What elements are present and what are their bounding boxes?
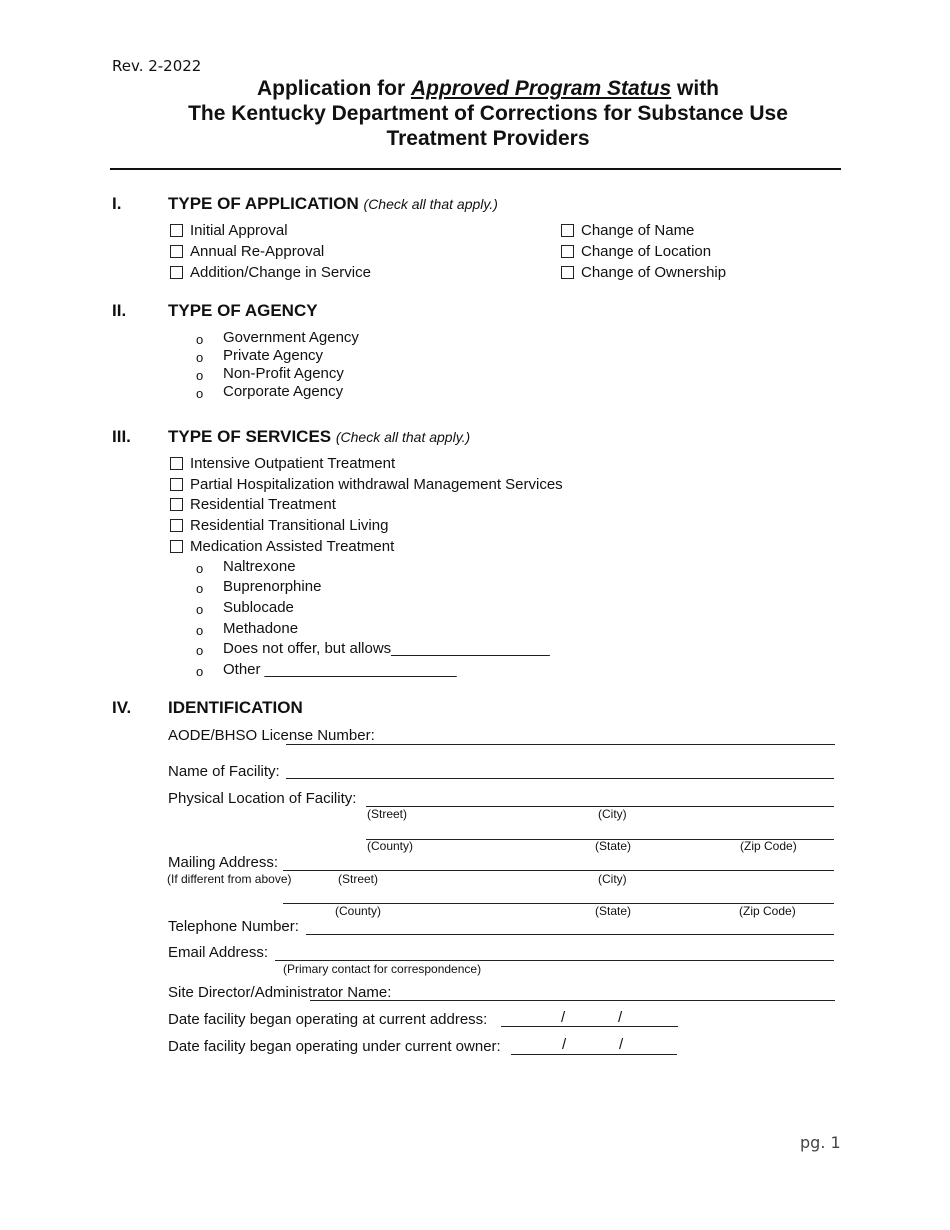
mailing-street-city-field[interactable]	[283, 870, 834, 871]
section-1-title: TYPE OF APPLICATION	[168, 194, 359, 213]
license-number-field[interactable]	[286, 744, 835, 745]
physical-street-caption: (Street)	[367, 807, 408, 821]
partial-hospitalization-checkbox[interactable]	[170, 478, 183, 491]
physical-city-caption: (City)	[598, 807, 627, 821]
initial-approval-checkbox[interactable]	[170, 224, 183, 237]
date-owner-slash-1: /	[562, 1036, 567, 1053]
change-of-ownership-label: Change of Ownership	[581, 264, 727, 281]
residential-transitional-label: Residential Transitional Living	[190, 517, 389, 534]
director-label: Site Director/Administrator Name:	[168, 984, 392, 1001]
does-not-offer-radio[interactable]: o	[196, 643, 204, 658]
private-agency-radio[interactable]: o	[196, 350, 204, 365]
change-of-name-label: Change of Name	[581, 222, 695, 239]
section-3-number: III.	[112, 427, 131, 446]
date-current-address-label: Date facility began operating at current address:	[168, 1011, 488, 1028]
private-agency-label: Private Agency	[223, 347, 324, 364]
change-of-location-label: Change of Location	[581, 243, 712, 260]
facility-name-label: Name of Facility:	[168, 763, 280, 780]
partial-hospitalization-label: Partial Hospitalization withdrawal Management Services	[190, 476, 563, 493]
date-address-slash-1: /	[561, 1009, 566, 1026]
date-owner-slash-2: /	[619, 1036, 624, 1053]
mailing-street-caption: (Street)	[338, 872, 379, 886]
telephone-field[interactable]	[306, 934, 834, 935]
page-title	[100, 76, 876, 151]
mat-label: Medication Assisted Treatment	[190, 538, 395, 555]
section-1-heading	[168, 194, 498, 214]
email-label: Email Address:	[168, 944, 269, 961]
revision-label: Rev. 2-2022	[112, 57, 202, 75]
section-1-number: I.	[112, 194, 122, 213]
other-label[interactable]: Other _______________________	[223, 661, 457, 678]
iop-label: Intensive Outpatient Treatment	[190, 455, 396, 472]
email-note: (Primary contact for correspondence)	[283, 962, 482, 976]
date-current-owner-label: Date facility began operating under current owner:	[168, 1038, 501, 1055]
section-3-title: TYPE OF SERVICES	[168, 427, 332, 446]
other-radio[interactable]: o	[196, 664, 204, 679]
change-of-location-checkbox[interactable]	[561, 245, 574, 258]
title-emphasis: Approved Program Status	[410, 77, 672, 100]
does-not-offer-label[interactable]: Does not offer, but allows___________________	[223, 640, 550, 657]
director-field[interactable]	[310, 1000, 835, 1001]
buprenorphine-label: Buprenorphine	[223, 578, 322, 595]
title-line-2: The Kentucky Department of Corrections for Substance Use	[188, 102, 788, 125]
addition-change-service-checkbox[interactable]	[170, 266, 183, 279]
section-4-number: IV.	[112, 698, 132, 717]
facility-name-field[interactable]	[286, 778, 834, 779]
sublocade-label: Sublocade	[223, 599, 294, 616]
residential-treatment-label: Residential Treatment	[190, 496, 336, 513]
corporate-agency-label: Corporate Agency	[223, 383, 344, 400]
section-2-title: TYPE OF AGENCY	[168, 301, 318, 320]
telephone-label: Telephone Number:	[168, 918, 299, 935]
title-post: with	[671, 77, 720, 100]
date-current-address-field[interactable]	[501, 1026, 678, 1027]
buprenorphine-radio[interactable]: o	[196, 581, 204, 596]
naltrexone-radio[interactable]: o	[196, 561, 204, 576]
title-pre: Application for	[256, 77, 411, 100]
page-number: pg. 1	[800, 1133, 841, 1152]
iop-checkbox[interactable]	[170, 457, 183, 470]
section-1-note: (Check all that apply.)	[363, 196, 498, 212]
physical-zip-caption: (Zip Code)	[740, 839, 797, 853]
license-number-label: AODE/BHSO License Number:	[168, 727, 375, 744]
mailing-state-caption: (State)	[595, 904, 632, 918]
methadone-label: Methadone	[223, 620, 299, 637]
physical-county-caption: (County)	[367, 839, 414, 853]
physical-state-caption: (State)	[595, 839, 632, 853]
email-field[interactable]	[275, 960, 834, 961]
methadone-radio[interactable]: o	[196, 623, 204, 638]
section-2-number: II.	[112, 301, 127, 320]
non-profit-agency-label: Non-Profit Agency	[223, 365, 344, 382]
mailing-city-caption: (City)	[598, 872, 627, 886]
annual-reapproval-checkbox[interactable]	[170, 245, 183, 258]
mat-checkbox[interactable]	[170, 540, 183, 553]
mailing-note: (If different from above)	[167, 872, 292, 886]
residential-transitional-checkbox[interactable]	[170, 519, 183, 532]
sublocade-radio[interactable]: o	[196, 602, 204, 617]
header-divider	[110, 168, 841, 170]
date-address-slash-2: /	[618, 1009, 623, 1026]
mailing-address-label: Mailing Address:	[168, 854, 279, 871]
mailing-zip-caption: (Zip Code)	[739, 904, 796, 918]
change-of-ownership-checkbox[interactable]	[561, 266, 574, 279]
mailing-county-caption: (County)	[335, 904, 382, 918]
addition-change-service-label: Addition/Change in Service	[190, 264, 371, 281]
section-4-title: IDENTIFICATION	[168, 698, 303, 717]
date-current-owner-field[interactable]	[511, 1054, 677, 1055]
non-profit-agency-radio[interactable]: o	[196, 368, 204, 383]
change-of-name-checkbox[interactable]	[561, 224, 574, 237]
initial-approval-label: Initial Approval	[190, 222, 288, 239]
section-3-heading	[168, 427, 470, 447]
residential-treatment-checkbox[interactable]	[170, 498, 183, 511]
government-agency-radio[interactable]: o	[196, 332, 204, 347]
annual-reapproval-label: Annual Re-Approval	[190, 243, 325, 260]
naltrexone-label: Naltrexone	[223, 558, 296, 575]
section-3-note: (Check all that apply.)	[335, 429, 471, 445]
physical-location-label: Physical Location of Facility:	[168, 790, 357, 807]
corporate-agency-radio[interactable]: o	[196, 386, 204, 401]
title-line-3: Treatment Providers	[386, 127, 590, 150]
government-agency-label: Government Agency	[223, 329, 359, 346]
